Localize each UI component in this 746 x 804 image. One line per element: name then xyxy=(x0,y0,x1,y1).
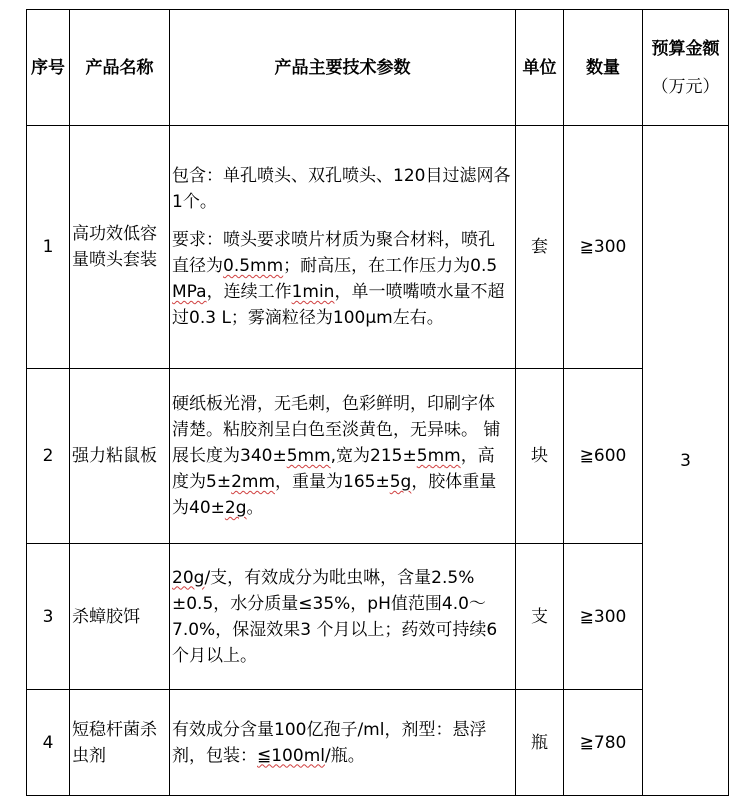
row-unit: 块 xyxy=(516,369,564,544)
table-row xyxy=(27,126,729,369)
header-budget-label: 预算金额 xyxy=(651,38,720,59)
row-unit: 瓶 xyxy=(516,690,564,796)
row-qty: ≧780 xyxy=(564,690,643,796)
row-params: 硬纸板光滑，无毛刺，色彩鲜明，印刷字体清楚。粘胶剂呈白色至淡黄色，无异味。 铺展长度为340±5mm,宽为215±5mm，高度为5±2mm，重量为165±5g，胶体重量为40±2g。 xyxy=(170,369,516,544)
params-paragraph: 要求：喷头要求喷片材质为聚合材料，喷孔直径为0.5mm；耐高压，在工作压力为0.5 MPa，连续工作1min，单一喷嘴喷水量不超过0.3 L；雾滴粒径为100μm左右。 xyxy=(172,230,505,328)
row-unit: 套 xyxy=(516,126,564,369)
row-product-name: 高功效低容量喷头套装 xyxy=(70,126,170,369)
row-product-name: 杀蟑胶饵 xyxy=(70,544,170,690)
header-seq: 序号 xyxy=(27,10,70,126)
row-params xyxy=(170,126,516,369)
row-qty: ≧300 xyxy=(564,126,643,369)
header-name: 产品名称 xyxy=(70,10,170,126)
row-product-name: 短稳杆菌杀虫剂 xyxy=(70,690,170,796)
header-budget-unit: （万元） xyxy=(651,76,720,97)
row-params: 20g/支，有效成分为吡虫啉，含量2.5%±0.5，水分质量≤35%，pH值范围4.0～7.0%，保湿效果3 个月以上；药效可持续6 个月以上。 xyxy=(170,544,516,690)
header-qty: 数量 xyxy=(564,10,643,126)
procurement-table xyxy=(26,9,729,796)
row-unit: 支 xyxy=(516,544,564,690)
row-seq: 4 xyxy=(27,690,70,796)
table-row xyxy=(27,690,729,796)
row-seq: 1 xyxy=(27,126,70,369)
row-params: 有效成分含量100亿孢子/ml，剂型：悬浮剂，包装：≦100ml/瓶。 xyxy=(170,690,516,796)
params-paragraph: 包含：单孔喷头、双孔喷头、120目过滤网各1个。 xyxy=(172,166,511,212)
header-params: 产品主要技术参数 xyxy=(170,10,516,126)
row-qty: ≧600 xyxy=(564,369,643,544)
header-unit: 单位 xyxy=(516,10,564,126)
table-row xyxy=(27,544,729,690)
header-row xyxy=(27,10,729,126)
header-budget xyxy=(643,10,729,126)
row-seq: 2 xyxy=(27,369,70,544)
budget-total: 3 xyxy=(643,126,729,796)
row-seq: 3 xyxy=(27,544,70,690)
row-qty: ≧300 xyxy=(564,544,643,690)
table-row xyxy=(27,369,729,544)
row-product-name: 强力粘鼠板 xyxy=(70,369,170,544)
